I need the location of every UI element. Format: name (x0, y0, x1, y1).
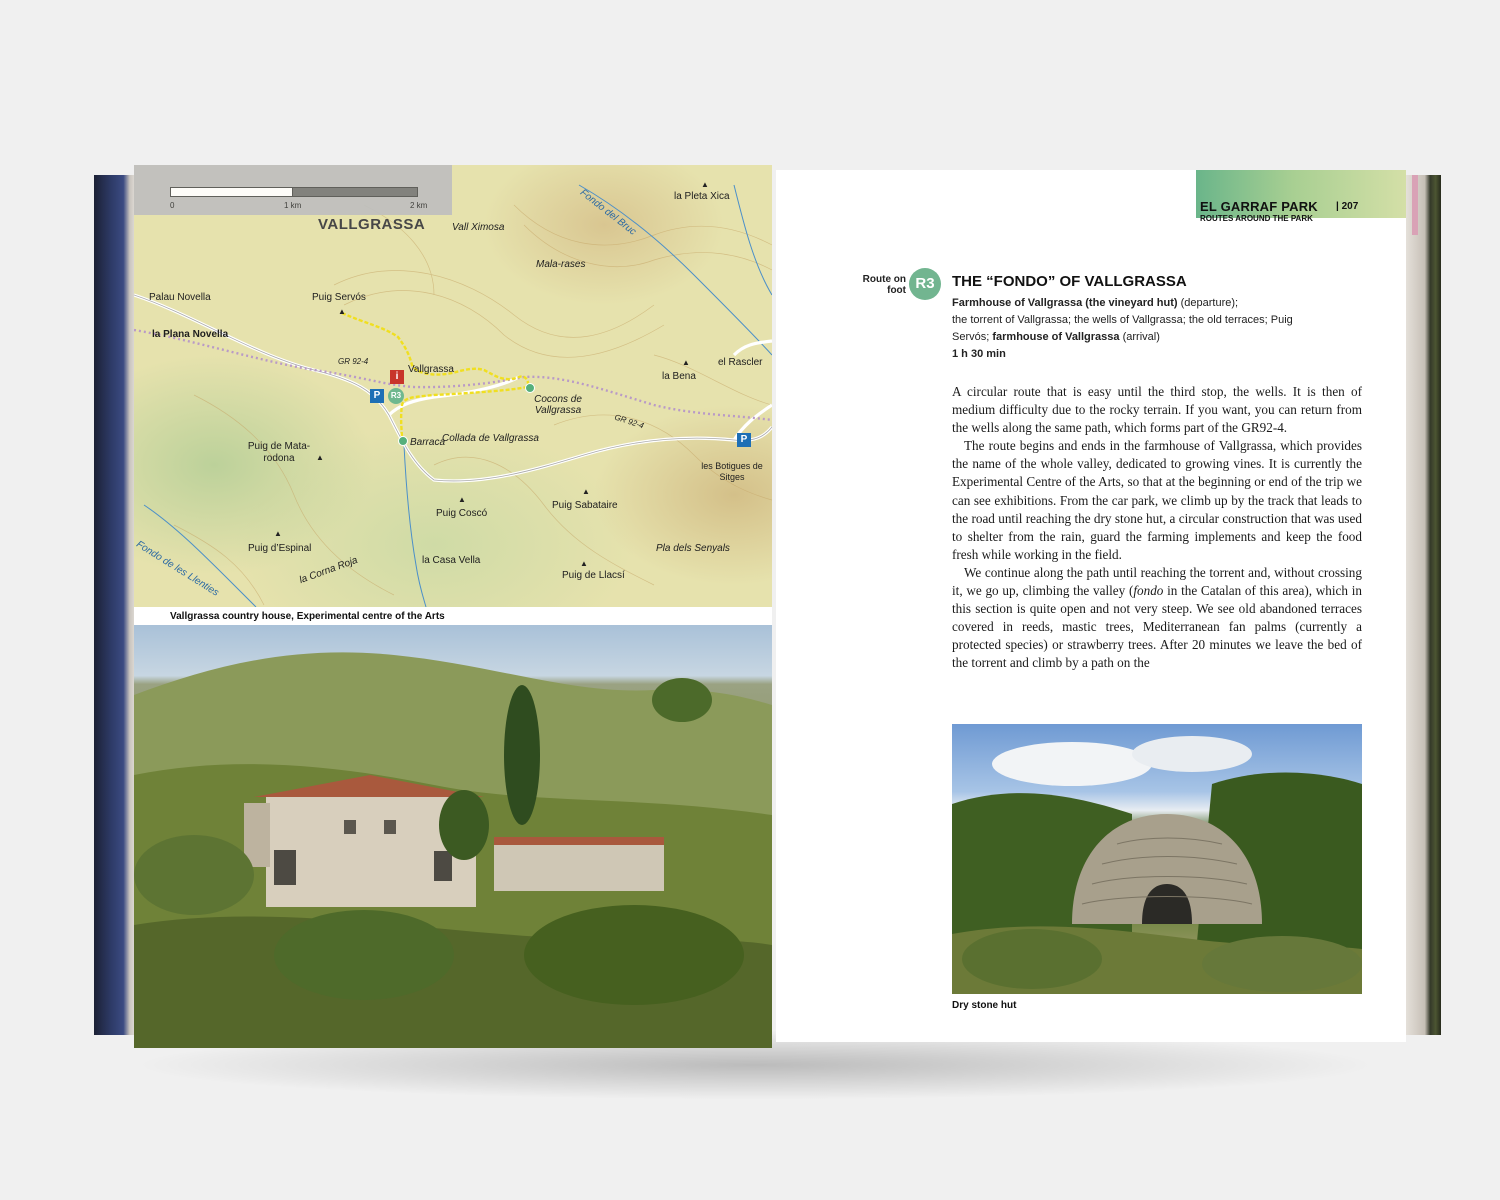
map-label: la Corna Roja (297, 554, 360, 587)
info-icon: i (390, 370, 404, 384)
scale-bar-segment (170, 187, 294, 197)
map-label: Vall Ximosa (452, 222, 505, 233)
peak-icon: ▲ (316, 453, 324, 462)
page-number: | 207 (1336, 201, 1359, 212)
map-label: GR 92-4 (338, 357, 369, 366)
peak-icon: ▲ (274, 529, 282, 538)
map-label: la Pleta Xica (674, 191, 730, 202)
peak-icon: ▲ (682, 358, 690, 367)
dry-stone-hut-photo (952, 724, 1362, 994)
map-label: Cocons de Vallgrassa (534, 394, 582, 416)
paragraph-part: in the Catalan of this area), which in this section is quite open and not very steep. We see old abandoned terraces covered in reeds, mastic trees, Mediterranean fan palms (currently a protected species) or strawberry trees. After 20 minutes we leave the bed of the torrent and climb by a path on the (952, 583, 1362, 671)
waypoint-icon (398, 436, 408, 446)
topographic-map (134, 165, 772, 607)
map-label: la Casa Vella (422, 555, 481, 566)
right-page (776, 170, 1406, 1042)
map-label: Mala-rases (536, 259, 586, 270)
map-label: Collada de Vallgrassa (442, 433, 539, 444)
peak-icon: ▲ (582, 487, 590, 496)
photo-caption: Dry stone hut (952, 1000, 1017, 1011)
map-label: la Bena (662, 371, 696, 382)
map-label: Barraca (410, 437, 446, 448)
map-label: Fondo del Bruc (577, 187, 639, 238)
book-right-edge (1405, 175, 1441, 1035)
scale-label: 1 km (284, 201, 302, 210)
parking-icon: P (370, 389, 384, 403)
parking-icon: P (737, 433, 751, 447)
map-label: GR 92-4 (613, 412, 645, 431)
map-label: el Rascler (718, 357, 763, 368)
map-label: Puig Coscó (436, 508, 488, 519)
map-label: Fondo de les Llenties (134, 539, 221, 599)
peak-icon: ▲ (338, 307, 346, 316)
paragraph-italic: fondo (1133, 583, 1164, 599)
map-label: Puig de Llacsí (562, 570, 625, 581)
route-details (952, 295, 1332, 363)
peak-icon: ▲ (458, 495, 466, 504)
hut-illustration (952, 724, 1362, 994)
waypoint-icon (525, 383, 535, 393)
paragraph: The route begins and ends in the farmhouse of Vallgrassa, which provides the name of the whole valley, dedicated to growing vines. It is currently the Experimental Centre of the Arts, so that at the beginning or end of the trip we can see exhibitions. From the car park, we climb up by the track that leads to the road until reaching the dry stone hut, a circular construction that was used to shelter from the rain, guard the farming implements and keep the food fresh while working in the field. (952, 438, 1362, 562)
map-label: la Plana Novella (152, 329, 229, 340)
map-label: Puig d’Espinal (248, 543, 312, 554)
chapter-subtitle: ROUTES AROUND THE PARK (1200, 214, 1313, 223)
scale-label: 2 km (410, 201, 428, 210)
peak-icon: ▲ (580, 559, 588, 568)
route-badge: R3 (909, 268, 941, 300)
map-label: Vallgrassa (408, 364, 454, 375)
farmhouse-photo (134, 625, 772, 1048)
peak-icon: ▲ (701, 180, 709, 189)
scale-label: 0 (170, 201, 175, 210)
page-edge-marker (1412, 175, 1418, 235)
body-text (952, 383, 1362, 673)
route-start: Farmhouse of Vallgrassa (the vineyard hut) (952, 297, 1178, 309)
map-label: Palau Novella (149, 292, 211, 303)
map-label: Pla dels Senyals (656, 543, 730, 554)
farmhouse-illustration (134, 625, 772, 1048)
route-start-note: (departure); (1177, 297, 1239, 309)
book-left-edge (94, 175, 136, 1035)
scale-bar-segment (292, 187, 418, 197)
map-label: Puig de Mata-rodona (247, 441, 311, 464)
route-type-label: Route on foot (862, 274, 906, 296)
photo-caption: Vallgrassa country house, Experimental centre of the Arts (170, 611, 445, 622)
route-duration: 1 h 30 min (952, 348, 1006, 360)
paragraph: A circular route that is easy until the third stop, the wells. It is then of medium difficulty due to the rocky terrain. If you want, you can return from the wells along the same path, which forms part of the GR92-4. (952, 384, 1362, 436)
left-page (134, 165, 772, 1048)
map-label: Puig Sabataire (552, 500, 618, 511)
map-label: Puig Servós (312, 292, 366, 303)
route-end: farmhouse of Vallgrassa (992, 331, 1120, 343)
route-title: THE “FONDO” OF VALLGRASSA (952, 273, 1187, 290)
chapter-title: EL GARRAF PARK (1200, 199, 1318, 214)
route-stops: the torrent of Vallgrassa; the wells of Vallgrassa; the old terraces; Puig Servós; (952, 314, 1293, 343)
paragraph (952, 564, 1362, 673)
paragraph-part: We continue along the path until reaching the torrent and, without crossing it, we go up, climbing the valley ( (952, 564, 1362, 599)
map-label: les Botigues de Sitges (701, 461, 763, 482)
route-end-note: (arrival) (1119, 331, 1160, 343)
map-label: VALLGRASSA (318, 216, 426, 233)
scale-box (134, 165, 452, 215)
route-r3-icon: R3 (388, 388, 404, 404)
